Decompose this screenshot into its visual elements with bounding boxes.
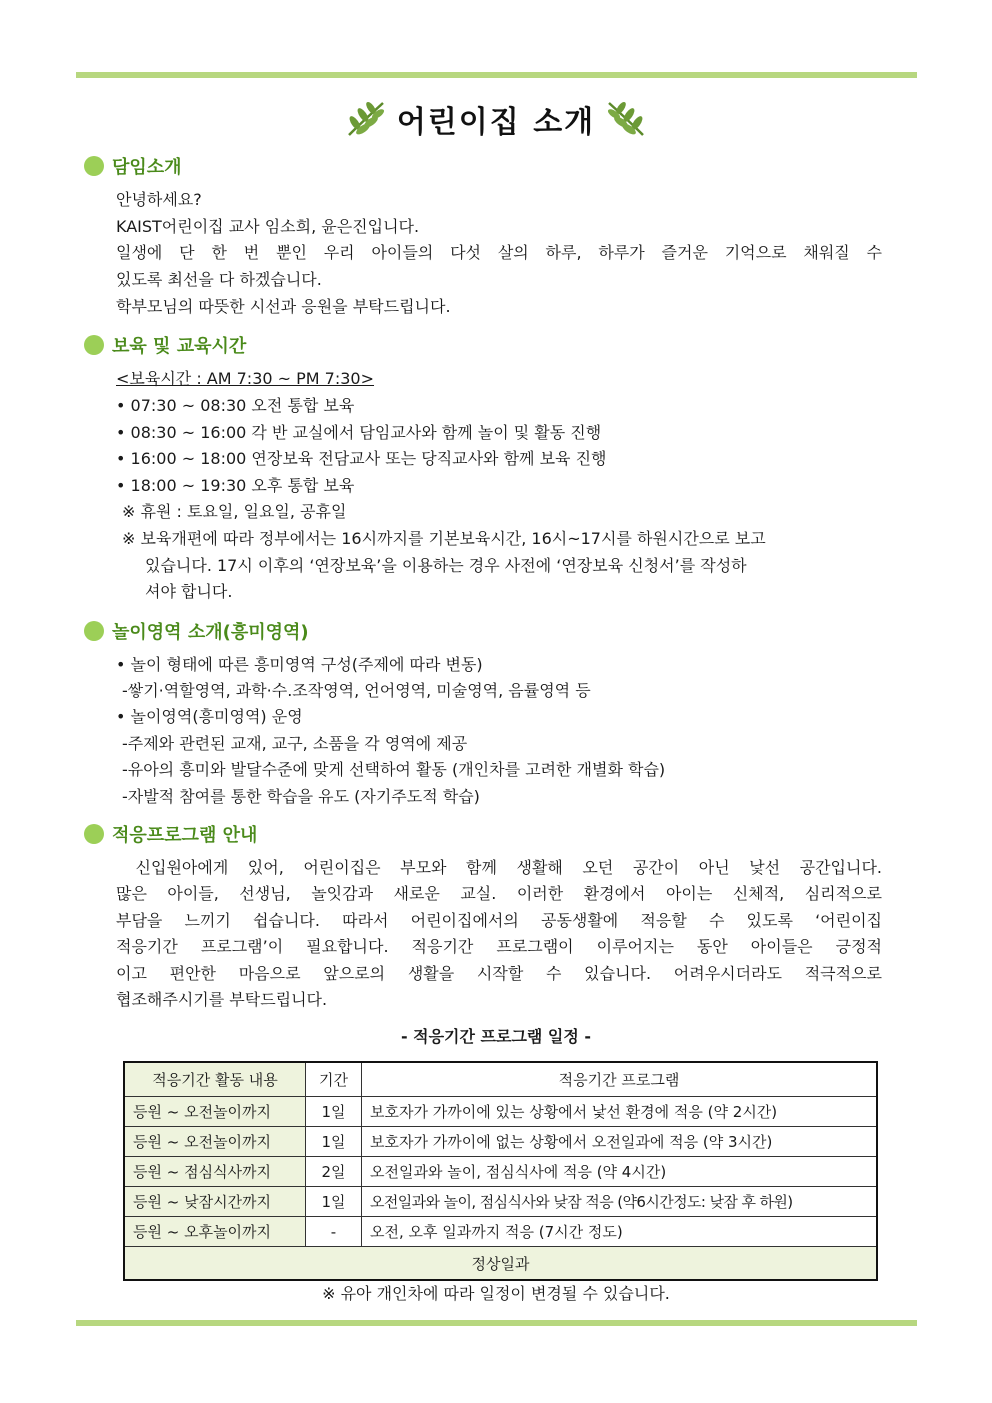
adapt-line: 신입원아에게 있어, 어린이집은 부모와 함께 생활해 오던 공간이 아닌 낯선 공간입니다. [116, 858, 882, 877]
table-cell-activity: 등원 ~ 오후놀이까지 [124, 1217, 306, 1247]
table-cell-period: 2일 [306, 1157, 362, 1187]
table-cell-final: 정상일과 [124, 1247, 877, 1281]
hours-bullet-text: 16:00 ~ 18:00 연장보육 전담교사 또는 당직교사와 함께 보육 진행 [130, 449, 607, 468]
body-line: KAIST어린이집 교사 임소희, 윤은진입니다. [116, 217, 420, 236]
body-line: 학부모님의 따뜻한 시선과 응원을 부탁드립니다. [116, 297, 451, 316]
page-title: 어린이집 소개 [396, 105, 596, 140]
hours-note: ※ 휴원 : 토요일, 일요일, 공휴일 [122, 502, 347, 521]
bullet-dot-icon [84, 621, 104, 641]
table-row [124, 1127, 877, 1157]
olive-branch-icon-left [343, 99, 387, 139]
bullet-icon: • [116, 449, 131, 468]
table-cell-period: 1일 [306, 1127, 362, 1157]
table-cell-activity: 등원 ~ 오전놀이까지 [124, 1127, 306, 1157]
section-heading-hours [84, 332, 246, 358]
bullet-icon: • [116, 476, 131, 495]
hours-note: 셔야 합니다. [145, 582, 233, 601]
table-header-cell: 적응기간 활동 내용 [124, 1062, 306, 1097]
schedule-footnote: ※ 유아 개인차에 따라 일정이 변경될 수 있습니다. [322, 1284, 670, 1303]
table-final-row [124, 1247, 877, 1281]
hours-bullet [116, 420, 601, 446]
bottom-rule [76, 1320, 917, 1326]
hours-note: 있습니다. 17시 이후의 ‘연장보육’을 이용하는 경우 사전에 ‘연장보육 신청서’를 작성하 [145, 556, 747, 575]
table-row [124, 1187, 877, 1217]
table-cell-program: 오전일과와 놀이, 점심식사에 적응 (약 4시간) [362, 1157, 878, 1187]
hours-bullet-text: 07:30 ~ 08:30 오전 통합 보육 [130, 396, 355, 415]
table-header-cell: 적응기간 프로그램 [362, 1062, 878, 1097]
hours-bullet-text: 18:00 ~ 19:30 오후 통합 보육 [130, 476, 355, 495]
table-cell-program: 오전일과와 놀이, 점심식사와 낮잠 적응 (약6시간정도: 낮잠 후 하원) [362, 1187, 878, 1217]
table-row [124, 1217, 877, 1247]
table-cell-program: 보호자가 가까이에 없는 상황에서 오전일과에 적응 (약 3시간) [362, 1127, 878, 1157]
play-line: • 놀이영역(흥미영역) 운영 [116, 707, 303, 726]
hours-bullet [116, 393, 354, 419]
section-heading-label: 보육 및 교육시간 [112, 336, 247, 357]
section-heading-adapt [84, 821, 257, 847]
table-header-cell: 기간 [306, 1062, 362, 1097]
bullet-dot-icon [84, 824, 104, 844]
adapt-line: 이고 편안한 마음으로 앞으로의 생활을 시작할 수 있습니다. 어려우시더라도 적극적으로 [116, 964, 882, 983]
body-line: 안녕하세요? [116, 190, 202, 209]
play-line: -쌓기·역할영역, 과학·수.조작영역, 언어영역, 미술영역, 음률영역 등 [122, 681, 591, 700]
title-bar [0, 93, 992, 145]
play-line: -자발적 참여를 통한 학습을 유도 (자기주도적 학습) [122, 787, 480, 806]
section-heading-label: 적응프로그램 안내 [112, 825, 258, 846]
play-line: • 놀이 형태에 따른 흥미영역 구성(주제에 따라 변동) [116, 655, 483, 674]
section-heading-teacher [84, 153, 182, 179]
section-heading-play [84, 618, 309, 644]
table-cell-activity: 등원 ~ 낮잠시간까지 [124, 1187, 306, 1217]
hours-bullet [116, 446, 607, 472]
hours-bullet-text: 08:30 ~ 16:00 각 반 교실에서 담임교사와 함께 놀이 및 활동 진행 [130, 423, 602, 442]
section-heading-label: 담임소개 [112, 157, 182, 178]
olive-branch-icon-right [605, 99, 649, 139]
schedule-table [123, 1061, 878, 1281]
hours-subtitle: <보육시간 : AM 7:30 ~ PM 7:30> [116, 369, 375, 388]
table-row [124, 1097, 877, 1127]
bullet-dot-icon [84, 156, 104, 176]
table-cell-activity: 등원 ~ 점심식사까지 [124, 1157, 306, 1187]
hours-note: ※ 보육개편에 따라 정부에서는 16시까지를 기본보육시간, 16시~17시를 하원시간으로 보고 [122, 529, 766, 548]
body-line: 일생에 단 한 번 뿐인 우리 아이들의 다섯 살의 하루, 하루가 즐거운 기억으로 채워질 수 [116, 243, 882, 262]
bullet-icon: • [116, 423, 131, 442]
table-cell-program: 보호자가 가까이에 있는 상황에서 낯선 환경에 적응 (약 2시간) [362, 1097, 878, 1127]
table-row [124, 1157, 877, 1187]
table-cell-program: 오전, 오후 일과까지 적응 (7시간 정도) [362, 1217, 878, 1247]
top-rule [76, 72, 917, 78]
section-heading-label: 놀이영역 소개(흥미영역) [112, 622, 309, 643]
hours-bullet [116, 473, 354, 499]
play-line: -유아의 흥미와 발달수준에 맞게 선택하여 활동 (개인차를 고려한 개별화 학습) [122, 760, 666, 779]
bullet-dot-icon [84, 335, 104, 355]
adapt-line: 적응기간 프로그램’이 필요합니다. 적응기간 프로그램이 이루어지는 동안 아이들은 긍정적 [116, 937, 882, 956]
adapt-line: 많은 아이들, 선생님, 놀잇감과 새로운 교실. 이러한 환경에서 아이는 신체적, 심리적으로 [116, 884, 882, 903]
schedule-title: - 적응기간 프로그램 일정 - [400, 1027, 592, 1046]
table-cell-period: 1일 [306, 1187, 362, 1217]
play-line: -주제와 관련된 교재, 교구, 소품을 각 영역에 제공 [122, 734, 468, 753]
table-cell-period: 1일 [306, 1097, 362, 1127]
table-cell-activity: 등원 ~ 오전놀이까지 [124, 1097, 306, 1127]
adapt-line: 부담을 느끼기 쉽습니다. 따라서 어린이집에서의 공동생활에 적응할 수 있도록 ‘어린이집 [116, 911, 882, 930]
adapt-line: 협조해주시기를 부탁드립니다. [116, 990, 328, 1009]
body-line: 있도록 최선을 다 하겠습니다. [116, 270, 322, 289]
bullet-icon: • [116, 396, 131, 415]
table-cell-period: - [306, 1217, 362, 1247]
table-header-row [124, 1062, 877, 1097]
